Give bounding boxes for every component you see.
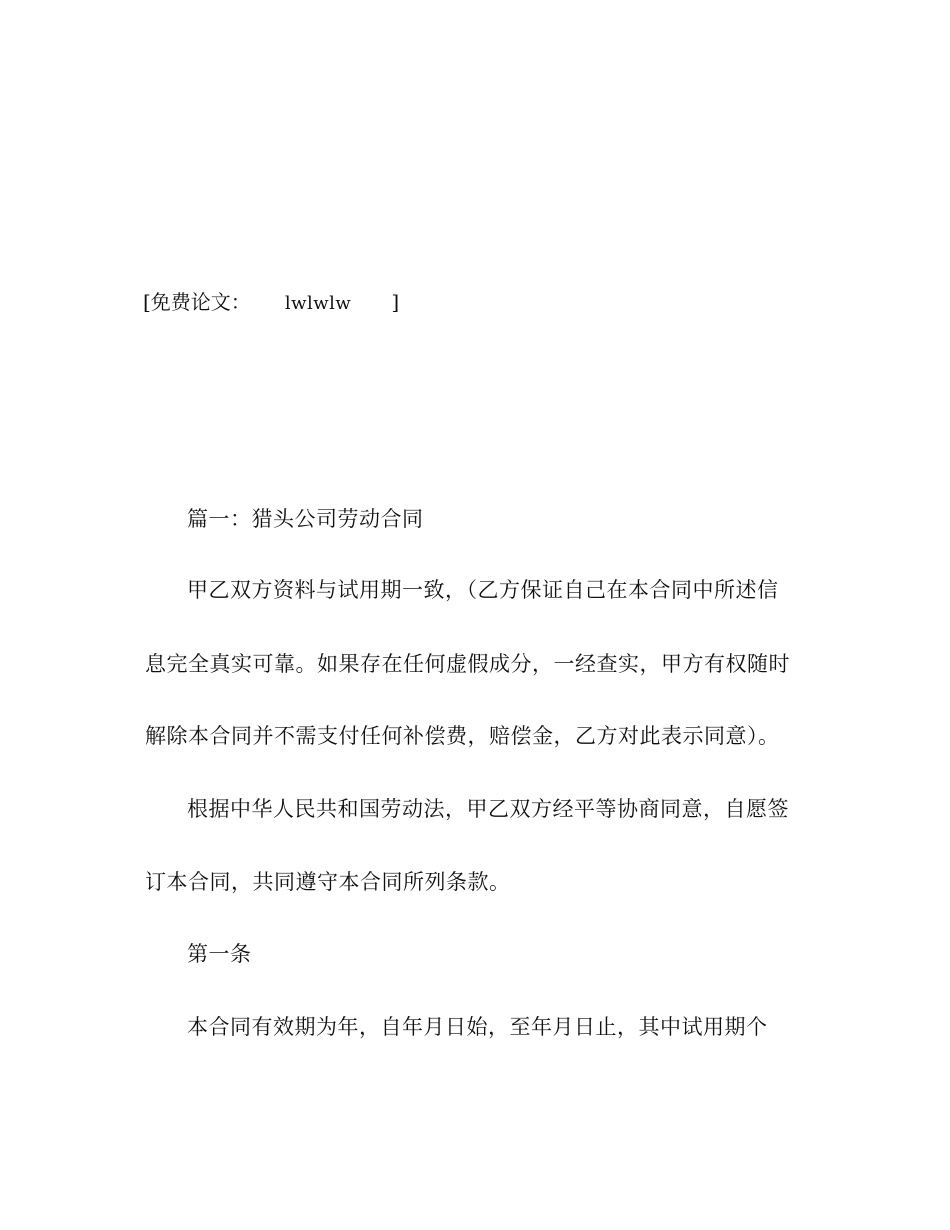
paragraph-1-line-3: 解除本合同并不需支付任何补偿费，赔偿金，乙方对此表示同意）。 bbox=[145, 724, 780, 748]
paragraph-3-line-1: 本合同有效期为年，自年月日始，至年月日止，其中试用期个 bbox=[187, 1015, 768, 1039]
article-1-heading: 第一条 bbox=[187, 942, 252, 966]
section-title: 篇一：猎头公司劳动合同 bbox=[187, 507, 424, 531]
free-paper-header bbox=[143, 288, 399, 318]
paragraph-2-line-1: 根据中华人民共和国劳动法，甲乙双方经平等协商同意，自愿签 bbox=[187, 797, 789, 821]
paragraph-1-line-2: 息完全真实可靠。如果存在任何虚假成分，一经查实，甲方有权随时 bbox=[145, 652, 790, 676]
paragraph-1-line-1: 甲乙双方资料与试用期一致，（乙方保证自己在本合同中所述信 bbox=[187, 578, 779, 602]
header-code: lwlwlw bbox=[284, 293, 352, 314]
paragraph-2-line-2: 订本合同，共同遵守本合同所列条款。 bbox=[145, 870, 511, 894]
header-close-bracket: ] bbox=[391, 290, 400, 314]
header-label: [免费论文： bbox=[143, 290, 251, 314]
